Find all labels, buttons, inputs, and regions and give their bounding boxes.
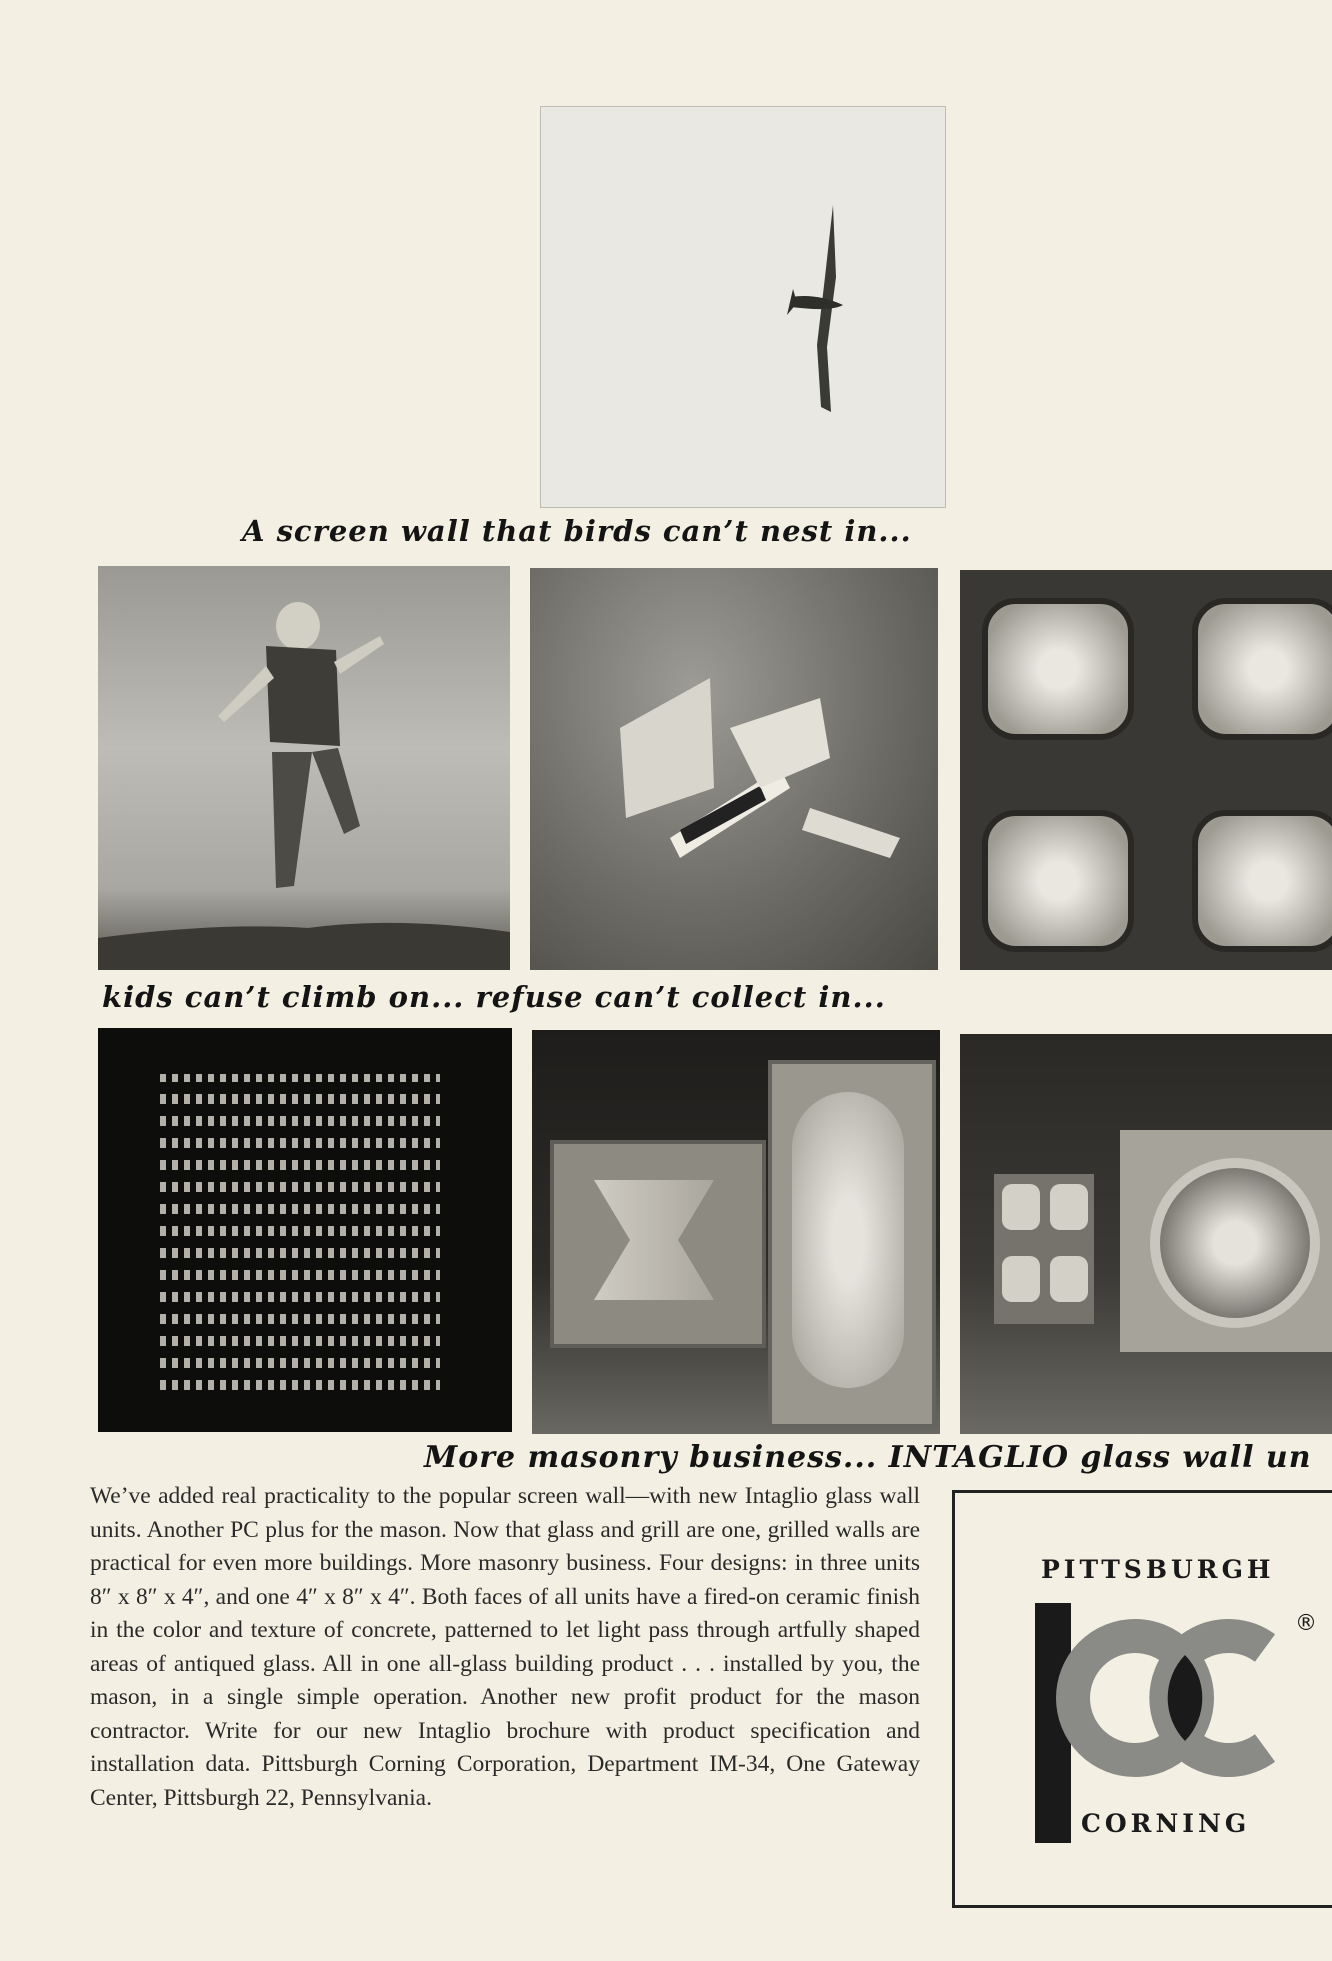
- pittsburgh-corning-logo: [952, 1490, 1332, 1908]
- bird-photo: [540, 106, 946, 508]
- logo-top-text: PITTSBURGH: [1041, 1555, 1275, 1584]
- intaglio-units-photo-1: [532, 1030, 940, 1434]
- intaglio-glass-closeup-photo: [960, 570, 1332, 970]
- birds-caption: A screen wall that birds can’t nest in...: [242, 514, 912, 548]
- logo-registered-mark: ®: [1295, 1611, 1317, 1636]
- bird-icon: [541, 107, 945, 507]
- pc-logo-mark-icon: [1035, 1603, 1275, 1843]
- refuse-photo: [530, 568, 938, 970]
- logo-bottom-text: CORNING: [1081, 1809, 1251, 1838]
- kids-refuse-caption: kids can’t climb on... refuse can’t collect in...: [102, 980, 886, 1014]
- kid-jumping-photo: [98, 566, 510, 970]
- body-copy: We’ve added real practicality to the popular screen wall—with new Intaglio glass wall units. Another PC plus for the mason. Now that glass and grill are one, grilled walls are practical for even more buildings. More masonry business. Four designs: in three units 8″ x 8″ x 4″, and one 4″ x 8″ x 4″. Both faces of all units have a fired-on ceramic finish in the color and texture of concrete, patterned to let light pass through artfully shaped areas of antiqued glass. All in one all-glass building product . . . installed by you, the mason, in a single simple operation. Another new profit product for the mason contractor. Write for our new Intaglio brochure with product specification and installation data. Pittsburgh Corning Corporation, Department IM-34, One Gateway Center, Pittsburgh 22, Pennsylvania.: [90, 1483, 920, 1811]
- headline-caption: More masonry business... INTAGLIO glass wall un: [424, 1440, 1312, 1475]
- grill-wall-night-photo: [98, 1028, 512, 1432]
- intaglio-units-photo-2: [960, 1034, 1332, 1434]
- glowing-grill-pattern: [160, 1074, 440, 1390]
